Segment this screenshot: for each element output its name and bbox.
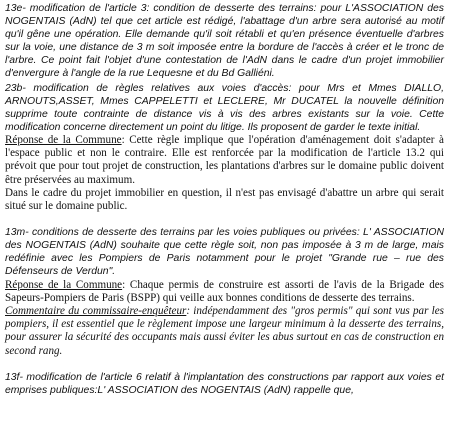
observation-13e: 13e- modification de l'article 3: condition de desserte des terrains: pour L'ASSOCIATION des NOGENTAIS (AdN) tel que cet article est rédigé, l'abattage d'un arbre sera autorisé au motif qu'il gêne une opération. Elle demande qu'il soit rétabli et qu'en présence éventuelle d'arbres sur la voie, une distance de 3 m soit imposée entre la bordure de l'accès à créer et le tronc de l'arbre. Ce point fait l'objet d'une contestation de l'AdN dans le cadre d'un projet immobilier d'envergure à l'angle de la rue Lequesne et du Bd Galliéni. bbox=[5, 3, 444, 80]
observation-13f: 13f- modification de l'article 6 relatif à l'implantation des constructions par rapport aux voies et emprises publiques:L' ASSOCIATION des NOGENTAIS (AdN) rappelle que, bbox=[5, 371, 444, 396]
commune-response-2 bbox=[5, 279, 444, 305]
comment-label: Commentaire du commissaire-enquêteur bbox=[5, 304, 187, 317]
commune-response-1 bbox=[5, 134, 444, 187]
response-text: : Chaque permis de construire est assorti de l'avis de la Brigade des Sapeurs-Pompiers de Paris (BSPP) qui veille aux bonnes conditions de desserte des terrains. bbox=[5, 278, 444, 304]
observation-13m: 13m- conditions de desserte des terrains par les voies publiques ou privées: L' ASSOCIATION des NOGENTAIS (AdN) souhaite que cette règle soit, non pas imposée à 3 m de large, mais redéfinie avec les Pompiers de Paris notamment pour le projet "Grande rue – rue des Défenseurs de Verdun". bbox=[5, 227, 444, 278]
observation-23b: 23b- modification de règles relatives aux voies d'accès: pour Mrs et Mmes DIALLO, ARNOUTS,ASSET, Mmes CAPPELETTI et LECLERE, Mr DUCATEL la nouvelle définition supprime toute contrainte de distance vis à vis des arbres existants sur la voie. Cette modification concerne directement un point du litige. Ils proposent de garder le texte initial. bbox=[5, 82, 444, 133]
commune-response-1-continued: Dans le cadre du projet immobilier en question, il n'est pas envisagé d'abattre un arbre qui serait situé sur le domaine public. bbox=[5, 186, 444, 212]
spacer bbox=[5, 358, 444, 371]
comment-text: : indépendamment des "gros permis" qui sont vus par les pompiers, il est essentiel que le règlement impose une largeur minimum à la desserte des terrains, pour assurer la sécurité des occupants mais aussi éviter les abus surtout en cas de construction en second rang. bbox=[5, 304, 444, 357]
response-text: : Cette règle implique que l'opération d'aménagement doit s'adapter à l'espace public et non le contraire. Elle est renforcée par la modification de l'article 13.2 qui prévoit que pour tout projet de construction, les plantations d'arbres sur le domaine public doivent être préservées au maximum. bbox=[5, 133, 444, 186]
response-label: Réponse de la Commune bbox=[5, 133, 122, 146]
response-label: Réponse de la Commune bbox=[5, 278, 123, 291]
commissioner-comment bbox=[5, 305, 444, 358]
spacer bbox=[5, 213, 444, 226]
